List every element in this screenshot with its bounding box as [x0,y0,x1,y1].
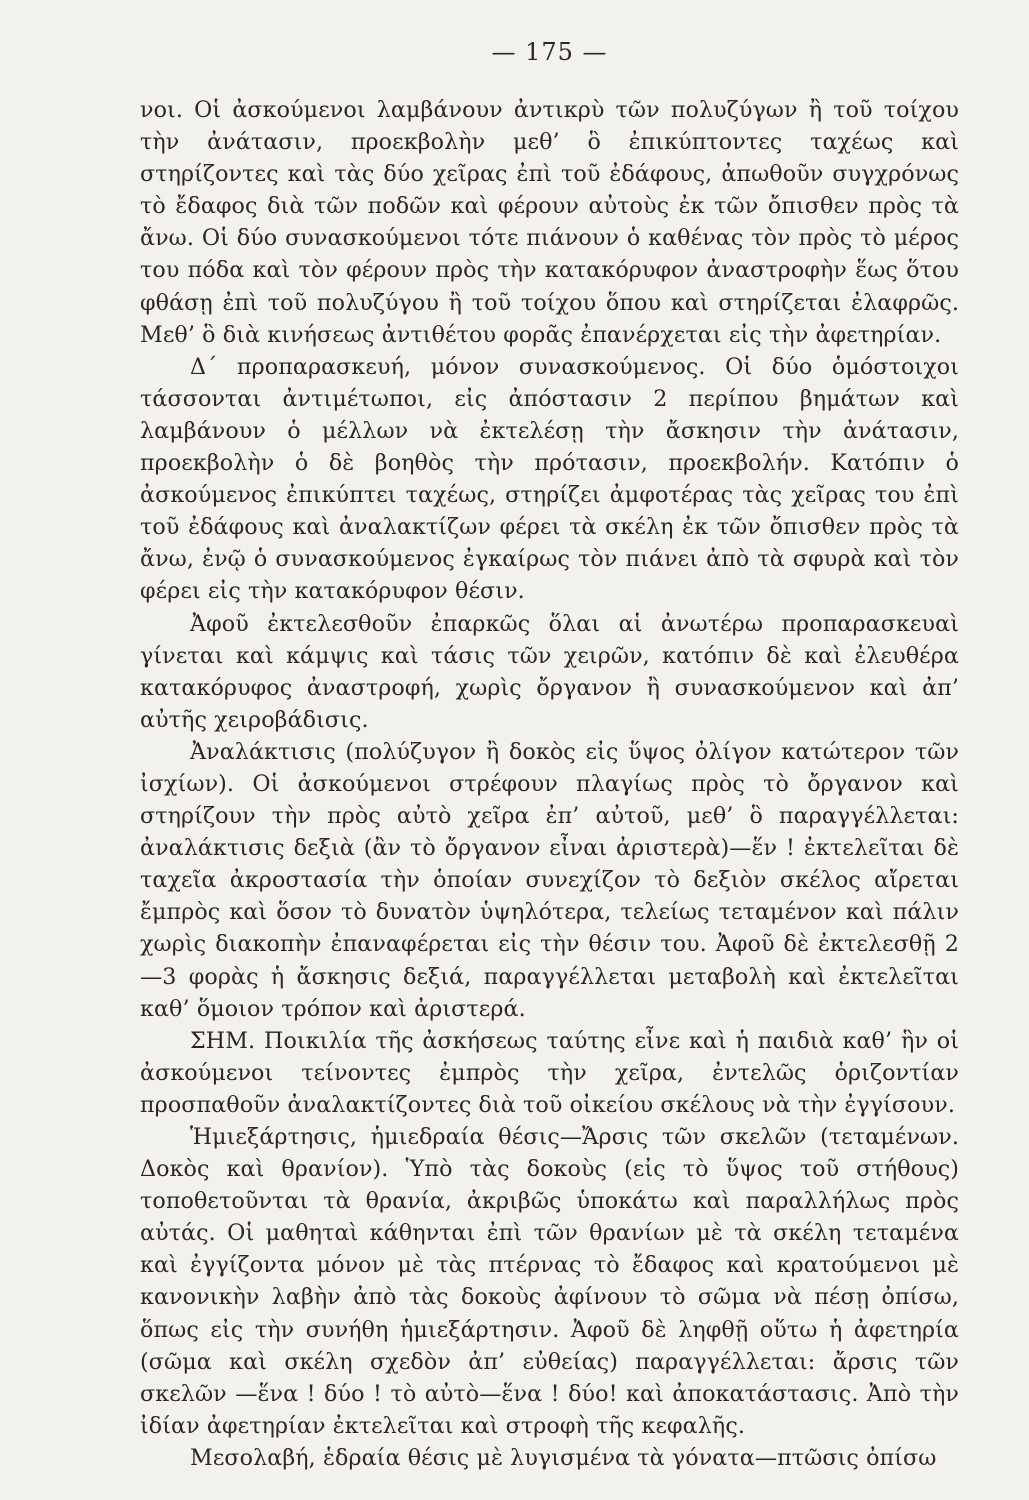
page-text [140,94,959,1474]
paragraph-note: ΣΗΜ. Ποικιλία τῆς ἀσκήσεως ταύτης εἶνε καὶ ἡ παιδιὰ καθ’ ἣν οἱ ἀσκούμενοι τείνοντες ἐμπρὸς τὴν χεῖρα, ἐντελῶς ὁριζοντίαν προσπαθοῦν ἀναλακτίζοντες διὰ τοῦ οἰκείου σκέλους νὰ τὴν ἐγγίσουν. [140,1027,959,1118]
paragraph-analaktisis: Ἀναλάκτισις (πολύζυγον ἢ δοκὸς εἰς ὕψος ὀλίγον κατώτερον τῶν ἰσχίων). Οἱ ἀσκούμενοι στρέφουν πλαγίως πρὸς τὸ ὄργανον καὶ στηρίζουν τὴν πρὸς αὐτὸ χεῖρα ἐπ’ αὐτοῦ, μεθ’ ὃ παραγγέλλεται: ἀναλάκτισις δεξιὰ (ἂν τὸ ὄργανον εἶναι ἀριστερὰ)—ἕν ! ἐκτελεῖται δὲ ταχεῖα ἀκροστασία τὴν ὁποίαν συνεχίζον τὸ δεξιὸν σκέλος αἴρεται ἔμπρὸς καὶ ὅσον τὸ δυνατὸν ὑψηλότερα, τελείως τεταμένον καὶ πάλιν χωρὶς διακοπὴν ἐπαναφέρεται εἰς τὴν θέσιν του. Ἀφοῦ δὲ ἐκτελεσθῇ 2—3 φορὰς ἡ ἄσκησις δεξιά, παραγγέλλεται μεταβολὴ καὶ ἐκτελεῖται καθ’ ὅμοιον τρόπον καὶ ἀριστερά. [140,738,959,1022]
paragraph-continuation: νοι. Οἱ ἀσκούμενοι λαμβάνουν ἀντικρὺ τῶν πολυζύγων ἢ τοῦ τοίχου τὴν ἀνάτασιν, προεκβολὴν μεθ’ ὃ ἐπικύπτοντες ταχέως καὶ στηρίζοντες καὶ τὰς δύο χεῖρας ἐπὶ τοῦ ἐδάφους, ἀπωθοῦν συγχρόνως τὸ ἔδαφος διὰ τῶν ποδῶν καὶ φέρουν αὐτοὺς ἐκ τῶν ὄπισθεν πρὸς τὰ ἄνω. Οἱ δύο συνασκούμενοι τότε πιάνουν ὁ καθένας τὸν πρὸς τὸ μέρος του πόδα καὶ τὸν φέρουν πρὸς τὴν κατακόρυφον ἀναστροφὴν ἕως ὅτου φθάσῃ ἐπὶ τοῦ πολυζύγου ἢ τοῦ τοίχου ὅπου καὶ στηρίζεται ἐλαφρῶς. Μεθ’ ὃ διὰ κινήσεως ἀντιθέτου φορᾶς ἐπανέρχεται εἰς τὴν ἀφετηρίαν. [140,97,959,348]
page-number: — 175 — [491,38,608,66]
paragraph-mesolabe: Μεσολαβή, ἑδραία θέσις μὲ λυγισμένα τὰ γόνατα—πτῶσις ὀπίσω [190,1444,937,1471]
paragraph-hemiexartesis: Ἡμιεξάρτησις, ἡμιεδραία θέσις—Ἄρσις τῶν σκελῶν (τεταμένων. Δοκὸς καὶ θρανίον). Ὑπὸ τὰς δοκοὺς (εἰς τὸ ὕψος τοῦ στήθους) τοποθετοῦνται τὰ θρανία, ἀκριβῶς ὑποκάτω καὶ παραλλήλως πρὸς αὐτάς. Οἱ μαθηταὶ κάθηνται ἐπὶ τῶν θρανίων μὲ τὰ σκέλη τεταμένα καὶ ἐγγίζοντα μόνον μὲ τὰς πτέρνας τὸ ἔδαφος καὶ κρατούμενοι μὲ κανονικὴν λαβὴν ἀπὸ τὰς δοκοὺς ἀφίνουν τὸ σῶμα νὰ πέσῃ ὀπίσω, ὅπως εἰς τὴν συνήθη ἡμιεξάρτησιν. Ἀφοῦ δὲ ληφθῇ οὕτω ἡ ἀφετηρία (σῶμα καὶ σκέλη σχεδὸν ἀπ’ εὐθείας) παραγγέλλεται: ἄρσις τῶν σκελῶν —ἕνα ! δύο ! τὸ αὐτὸ—ἕνα ! δύο! καὶ ἀποκατάστασις. Ἀπὸ τὴν ἰδίαν ἀφετηρίαν ἐκτελεῖται καὶ στροφὴ τῆς κεφαλῆς. [140,1124,959,1439]
paragraph-after-preparations: Ἀφοῦ ἐκτελεσθοῦν ἐπαρκῶς ὅλαι αἱ ἀνωτέρω προπαρασκευαὶ γίνεται καὶ κάμψις καὶ τάσις τῶν χειρῶν, κατόπιν δὲ καὶ ἐλευθέρα κατακόρυφος ἀναστροφή, χωρὶς ὄργανον ἢ συνασκούμενον καὶ ἀπ’ αὐτῆς χειροβάδισις. [140,610,959,733]
paragraph-delta-preparation: Δ΄ προπαρασκευή, μόνον συνασκούμενος. Οἱ δύο ὁμόστοιχοι τάσσονται ἀντιμέτωποι, εἰς ἀπόστασιν 2 περίπου βημάτων καὶ λαμβάνουν ὁ μέλλων νὰ ἐκτελέσῃ τὴν ἄσκησιν τὴν ἀνάτασιν, προεκβολὴν ὁ δὲ βοηθὸς τὴν πρότασιν, προεκβολήν. Κατόπιν ὁ ἀσκούμενος ἐπικύπτει ταχέως, στηρίζει ἀμφοτέρας τὰς χεῖρας του ἐπὶ τοῦ ἐδάφους καὶ ἀναλακτίζων φέρει τὰ σκέλη ἐκ τῶν ὄπισθεν πρὸς τὰ ἄνω, ἐνῷ ὁ συνασκούμενος ἐγκαίρως τὸν πιάνει ἀπὸ τὰ σφυρὰ καὶ τὸν φέρει εἰς τὴν κατακόρυφον θέσιν. [140,353,959,605]
